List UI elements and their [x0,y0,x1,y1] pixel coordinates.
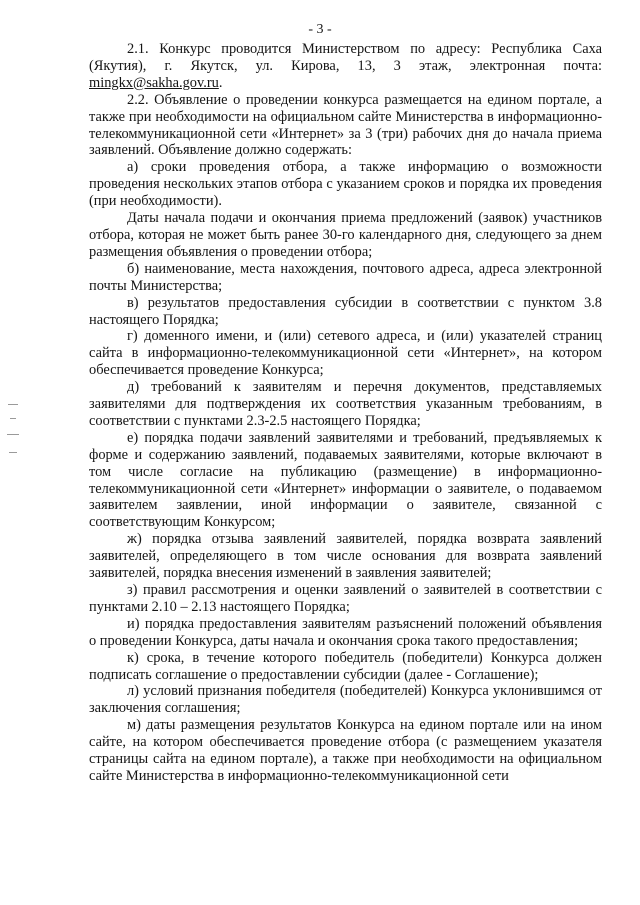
item-v: в) результатов предоставления субсидии в соответствии с пунктом 3.8 настоящего Порядка; [89,294,602,328]
page-number: - 3 - [308,22,332,37]
item-zh: ж) порядка отзыва заявлений заявителей, порядка возврата заявлений заявителей, определяющего в том числе основания для возврата заявлений заявителей, порядка внесения изменений в заявления заявителей; [89,531,602,582]
item-i: и) порядка предоставления заявителям разъяснений положений объявления о проведении Конкурса, даты начала и окончания срока такого предоставления; [89,615,602,649]
item-d: д) требований к заявителям и перечня документов, представляемых заявителями для подтверждения их соответствия указанным требованиям, в соответствии с пунктами 2.3-2.5 настоящего Порядка; [89,379,602,429]
paragraph-2-1-end: . [218,74,223,91]
item-a: а) сроки проведения отбора, а также информацию о возможности проведения нескольких этапов отбора с указанием сроков и порядка их проведения (при необходимости). [89,159,602,210]
item-b: б) наименование, места нахождения, почтового адреса, адреса электронной почты Министерства; [89,260,602,294]
item-l: л) условий признания победителя (победителей) Конкурса уклонившимся от заключения соглашения; [89,683,602,717]
item-g: г) доменного имени, и (или) сетевого адреса, и (или) указателей страниц сайта в информационно-телекоммуникационной сети «Интернет», на котором обеспечивается проведение Конкурса; [89,328,602,379]
document-body [89,41,602,785]
paragraph-2-1-text: 2.1. Конкурс проводится Министерством по адресу: Республика Саха (Якутия), г. Якутск, ул. Кирова, 13, 3 этаж, электронная почта: [89,41,602,74]
margin-scan-marks [6,404,22,464]
paragraph-dates: Даты начала подачи и окончания приема предложений (заявок) участников отбора, которая не может быть ранее 30-го календарного дня, следующего за днем размещения объявления о проведении отбора; [89,210,602,260]
item-z: з) правил рассмотрения и оценки заявлений о заявителей в соответствии с пунктами 2.10 – 2.13 настоящего Порядка; [89,582,602,615]
paragraph-2-1 [89,41,602,92]
email-link[interactable]: mingkx@sakha.gov.ru [89,74,219,91]
item-e: е) порядка подачи заявлений заявителями и требований, предъявляемых к форме и содержанию заявлений, подаваемых заявителями, которые включают в том числе согласие на публикацию (размещение) в информационно-телекоммуникационной сети «Интернет» информации о заявителе, о подаваемом заявителем заявлении, иной информации о заявителе, связанной с соответствующим Конкурсом; [89,429,602,531]
paragraph-2-2: 2.2. Объявление о проведении конкурса размещается на едином портале, а также при необходимости на официальном сайте Министерства в информационно-телекоммуникационной сети «Интернет» за 3 (три) рабочих дня до начала приема заявлений. Объявление должно содержать: [89,91,602,159]
item-k: к) срока, в течение которого победитель (победители) Конкурса должен подписать соглашение о предоставлении субсидии (далее - Соглашение); [89,649,602,683]
item-m: м) даты размещения результатов Конкурса на едином портале или на ином сайте, на котором обеспечивается проведение отбора (с размещением указателя страницы сайта на едином портале), а также при необходимости на официальном сайте Министерства в информационно-телекоммуникационной сети [89,717,602,784]
